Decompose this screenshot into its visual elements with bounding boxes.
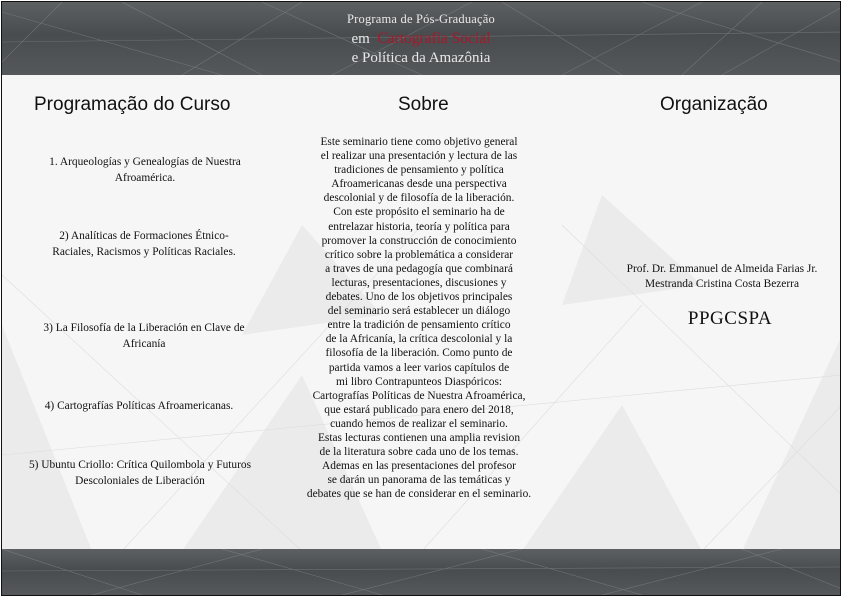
- about-line: el realizar una presentación y lectura de las: [320, 150, 518, 163]
- header-band: [2, 2, 840, 75]
- about-line: entre la tradición de pensamiento crítico: [327, 319, 511, 332]
- header-line-1: Programa de Pós-Graduação: [346, 12, 495, 26]
- about-line: se darán un panorama de las temáticas y: [327, 474, 511, 487]
- about-line: mi libro Contrapunteos Diaspóricos:: [335, 375, 503, 388]
- about-body: [283, 135, 555, 501]
- about-line: lecturas, presentaciones, discusiones y: [331, 276, 507, 289]
- about-line: Ademas en las presentaciones del profesor: [322, 460, 516, 473]
- about-line: de la literatura sobre cada uno de los temas.: [319, 446, 519, 459]
- organizer-student: Mestranda Cristina Costa Bezerra: [644, 278, 800, 290]
- about-line: descolonial y de filosofía de la liberación.: [323, 192, 515, 205]
- about-line: promover la construcción de conocimiento: [321, 234, 517, 247]
- program-item-5: 5) Ubuntu Criollo: Crítica Quilombola y Futuros Descoloniales de Liberación: [28, 459, 252, 487]
- about-line: Este seminario tiene como objetivo general: [320, 136, 518, 148]
- about-line: del seminario será establecer un diálogo: [327, 305, 511, 318]
- about-line: Afroamericanas desde una perspectiva: [331, 178, 507, 191]
- program-item-3: 3) La Filosofía de la Liberación en Clave de Africanía: [43, 322, 245, 350]
- header-line-2-prefix: em: [351, 31, 370, 47]
- footer-pattern: [2, 549, 841, 595]
- organizer-professor: Prof. Dr. Emmanuel de Almeida Farias Jr.: [626, 263, 818, 275]
- program-header: [2, 10, 840, 68]
- about-line: crítico sobre la problemática a considerar: [324, 248, 514, 261]
- about-line: Estas lecturas contienen una amplia revision: [317, 431, 521, 444]
- about-line: Cartografías Políticas de Nuestra Afroamérica,: [312, 389, 526, 402]
- header-accent: Cartografia Social: [377, 30, 491, 47]
- header-line-3: e Política da Amazônia: [351, 50, 491, 66]
- about-line: debates que se han de considerar en el seminario.: [306, 488, 532, 501]
- brochure-page: [1, 1, 841, 596]
- about-line: tradiciones de pensamiento y política: [334, 164, 504, 177]
- organization-title: Organização: [660, 94, 768, 115]
- header-line-2: [2, 29, 840, 49]
- about-title: Sobre: [398, 94, 449, 115]
- program-item-4: 4) Cartografías Políticas Afroamericanas.: [44, 400, 234, 412]
- about-line: de la Africanía, la crítica descolonial y la: [325, 333, 513, 346]
- about-line: a traves de una pedagogía que combinará: [325, 262, 513, 275]
- about-line: entrelazar historia, teoría y política para: [328, 220, 510, 233]
- about-line: partida vamos a leer varios capítulos de: [328, 361, 510, 374]
- footer-band: [2, 549, 840, 595]
- about-line: cuando hemos de realizar el seminario.: [330, 417, 508, 430]
- program-item-1: 1. Arqueologías y Genealogías de Nuestra Afroamérica.: [49, 156, 241, 184]
- program-title: Programação do Curso: [34, 94, 231, 115]
- program-item-2: 2) Analíticas de Formaciones Étnico-Raciales, Racismos y Políticas Raciales.: [52, 230, 236, 258]
- program-acronym: PPGCSPA: [687, 308, 773, 329]
- about-line: filosofía de la liberación. Como punto de: [325, 347, 513, 360]
- content-area: [2, 75, 840, 551]
- about-line: debates. Uno de los objetivos principales: [325, 291, 513, 304]
- about-line: Con este propósito el seminario ha de: [333, 206, 505, 219]
- about-line: que estará publicado para enero del 2018,: [324, 403, 514, 416]
